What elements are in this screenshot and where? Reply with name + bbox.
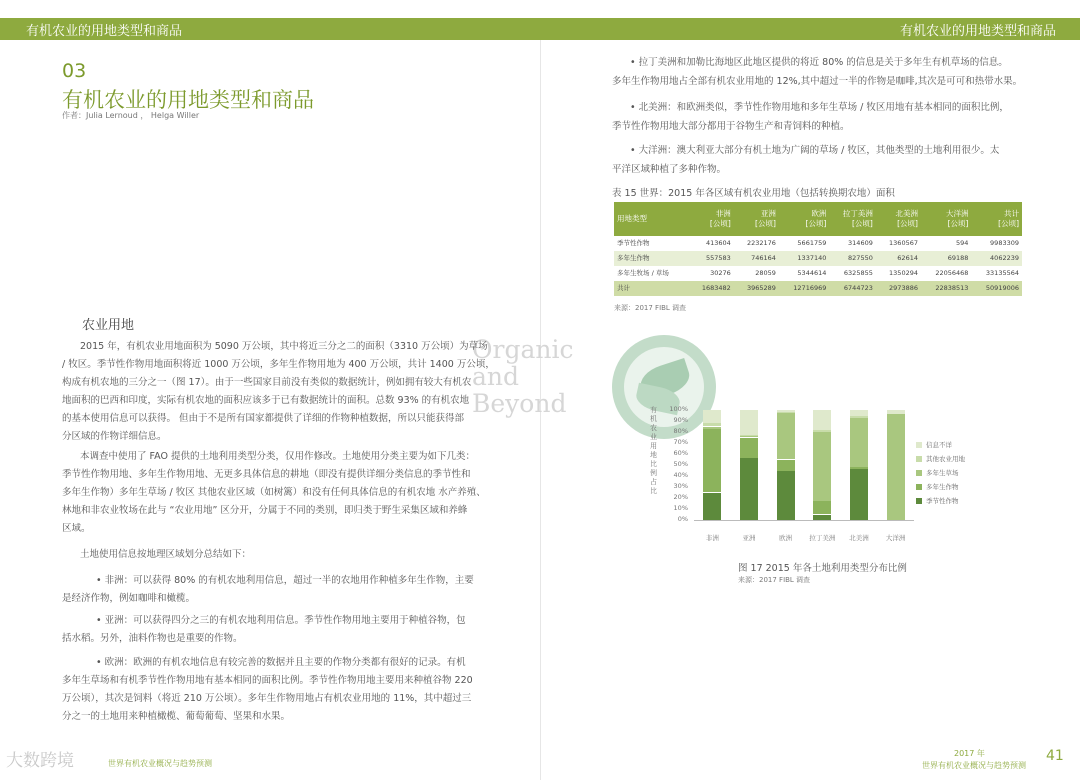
bar-segment bbox=[740, 435, 758, 436]
figure-caption: 图 17 2015 年各土地利用类型分布比例 bbox=[738, 563, 907, 574]
x-tick-label: 非洲 bbox=[705, 534, 719, 542]
logo-line: Organic bbox=[472, 335, 574, 364]
bar-segment bbox=[777, 471, 795, 521]
legend-label: 信息不详 bbox=[926, 441, 952, 449]
table-header-cell bbox=[734, 202, 779, 236]
text-line: 分区域的作物详细信息。 bbox=[62, 431, 167, 442]
logo-line: Beyond bbox=[472, 389, 567, 418]
text-line: 分之一的土地用来种植橄榄、葡萄葡萄、坚果和水果。 bbox=[62, 711, 291, 722]
legend-label: 季节性作物 bbox=[926, 497, 959, 505]
table-cell: 2232176 bbox=[746, 239, 776, 247]
figure-source: 来源：2017 FIBL 调查 bbox=[738, 576, 811, 584]
table-header-text: [公顷] bbox=[998, 219, 1019, 228]
table-cell: 1683482 bbox=[689, 281, 734, 296]
table-cell: 6325855 bbox=[843, 269, 873, 277]
table-cell: 共计 bbox=[614, 281, 689, 296]
chart-y-axis-title: 有机农业用地比例占比 bbox=[650, 406, 657, 495]
table-cell: 1360567 bbox=[889, 239, 918, 247]
text-line: / 牧区。季节性作物用地面积将近 1000 万公顷，多年生作物用地为 400 万公顷，共计 1400 万公顷， bbox=[62, 359, 495, 370]
y-tick-label: 60% bbox=[673, 449, 688, 457]
bar-segment bbox=[887, 410, 905, 414]
bar-segment bbox=[850, 410, 868, 416]
bar-segment bbox=[703, 429, 721, 493]
legend-swatch bbox=[916, 484, 922, 490]
text-line: 季节性作物用地、多年生作物用地、无更多具体信息的耕地（即没有提供详细分类信息的季节性和 bbox=[62, 469, 471, 480]
table-cell: 69188 bbox=[921, 251, 971, 266]
bar-segment bbox=[813, 430, 831, 432]
section-title: 农业用地 bbox=[82, 318, 135, 333]
table-header-text: 非洲 bbox=[715, 209, 731, 218]
y-tick-label: 90% bbox=[673, 416, 688, 424]
text-line: 平洋区域种植了多种作物。 bbox=[612, 164, 727, 175]
table-header-cell bbox=[876, 202, 921, 236]
table-header-text: [公顷] bbox=[709, 219, 731, 228]
table-cell: 5344614 bbox=[797, 269, 827, 277]
bar-segment bbox=[703, 423, 721, 426]
table-row bbox=[614, 281, 1022, 296]
table-header-text: 亚洲 bbox=[760, 209, 776, 218]
header-bar bbox=[0, 18, 1080, 40]
table-cell: 22838513 bbox=[921, 281, 971, 296]
x-tick-label: 欧洲 bbox=[779, 534, 793, 542]
chapter-title: 有机农业的用地类型和商品 bbox=[62, 88, 314, 112]
legend-swatch bbox=[916, 470, 922, 476]
legend-label: 多年生作物 bbox=[926, 483, 959, 491]
text-line: 多年生作物）多年生草场 / 牧区 其他农业区域（如树篱）和没有任何具体信息的有机农地 水产养殖、 bbox=[62, 487, 486, 498]
header-right-title: 有机农业的用地类型和商品 bbox=[899, 24, 1056, 39]
land-use-table bbox=[614, 202, 1022, 296]
text-line: 林地和非农业牧场在此与 “农业用地” 区分开，分属于不同的类别，即归类于野生采集区域和养蜂 bbox=[62, 505, 468, 516]
table-header-text: 欧洲 bbox=[811, 209, 827, 218]
table-header-text: [公顷] bbox=[897, 219, 918, 228]
bar-segment bbox=[813, 515, 831, 521]
table-cell: 28059 bbox=[755, 269, 776, 277]
table-cell: 6744723 bbox=[829, 281, 875, 296]
bar-segment bbox=[850, 467, 868, 469]
bar-segment bbox=[813, 501, 831, 514]
legend-swatch bbox=[916, 498, 922, 504]
table-cell: 5661759 bbox=[797, 239, 827, 247]
text-line: • 亚洲：可以获得四分之三的有机农地利用信息。季节性作物用地主要用于种植谷物，包 bbox=[96, 615, 466, 626]
table-cell: 多年生作物 bbox=[614, 251, 689, 266]
text-line: • 北美洲：和欧洲类似，季节性作物用地和多年生草场 / 牧区用地有基本相同的面积比例， bbox=[630, 102, 1009, 113]
footer-report: 世界有机农业概况与趋势预测 bbox=[922, 761, 1026, 770]
chapter-authors: 作者：Julia Lernoud ， Helga Willer bbox=[62, 111, 200, 120]
chapter-number: 03 bbox=[62, 60, 87, 82]
table-row bbox=[614, 251, 1022, 266]
table-cell: 22056468 bbox=[935, 269, 969, 277]
y-tick-label: 100% bbox=[669, 405, 688, 413]
y-tick-label: 20% bbox=[673, 493, 688, 501]
bar-segment bbox=[740, 438, 758, 459]
table-header-cell bbox=[689, 202, 734, 236]
bar-segment bbox=[777, 413, 795, 459]
legend-label: 其他农业用地 bbox=[926, 455, 965, 463]
text-line: 地面积的巴西和印度，实际有机农地的面积应该多于已有数据统计的面积。总数 93% 的有机农地 bbox=[62, 395, 470, 406]
x-tick-label: 北美洲 bbox=[849, 534, 869, 542]
table-cell: 557583 bbox=[689, 251, 734, 266]
table-caption: 表 15 世界：2015 年各区域有机农业用地（包括转换期农地）面积 bbox=[612, 188, 895, 199]
bar-segment bbox=[777, 410, 795, 412]
footer-year: 2017 年 bbox=[954, 749, 985, 758]
table-header-text: [公顷] bbox=[805, 219, 827, 228]
y-tick-label: 0% bbox=[677, 515, 688, 523]
text-line: 构成有机农地的三分之一（图 17）。由于一些国家目前没有类似的数据统计，例如拥有较大有机农 bbox=[62, 377, 472, 388]
logo-line: and bbox=[472, 362, 520, 391]
bar-segment bbox=[813, 432, 831, 501]
table-cell: 314609 bbox=[848, 239, 873, 247]
text-line: • 欧洲：欧洲的有机农地信息有较完善的数据并且主要的作物分类都有很好的记录。有机 bbox=[96, 657, 466, 668]
table-header-text: 大洋洲 bbox=[945, 209, 969, 218]
table-header-text: 用地类型 bbox=[617, 214, 647, 223]
y-tick-label: 80% bbox=[673, 427, 688, 435]
page-number: 41 bbox=[1046, 748, 1064, 764]
text-line: 季节性作物用地大部分都用于谷物生产和青饲料的种植。 bbox=[612, 121, 850, 132]
y-tick-label: 40% bbox=[673, 471, 688, 479]
paragraph-latin-america bbox=[612, 53, 1022, 91]
table-cell: 3965289 bbox=[734, 281, 779, 296]
paragraph-summary-intro bbox=[80, 546, 251, 564]
text-line: • 拉丁美洲和加勒比海地区此地区提供的将近 80% 的信息是关于多年生有机草场的信息。 bbox=[630, 57, 1008, 68]
x-tick-label: 拉丁美洲 bbox=[809, 534, 836, 542]
table-cell: 2973886 bbox=[876, 281, 921, 296]
text-line: 区域。 bbox=[62, 523, 91, 534]
table-header-text: [公顷] bbox=[947, 219, 969, 228]
table-cell: 多年生牧场 / 草场 bbox=[617, 269, 669, 277]
table-header-text: [公顷] bbox=[755, 219, 776, 228]
bar-segment bbox=[777, 460, 795, 471]
text-line: 多年生作物用地占全部有机农业用地的 12%,其中超过一半的作物是咖啡,其次是可可和热带水果。 bbox=[612, 76, 1023, 87]
paragraph-classification bbox=[62, 448, 486, 538]
x-tick-label: 亚洲 bbox=[742, 534, 756, 542]
y-tick-label: 70% bbox=[673, 438, 688, 446]
table-cell: 9983309 bbox=[990, 239, 1019, 247]
table-cell: 12716969 bbox=[779, 281, 829, 296]
bar-segment bbox=[850, 418, 868, 468]
table-header-cell bbox=[614, 202, 689, 236]
y-tick-label: 30% bbox=[673, 482, 688, 490]
bar-segment bbox=[740, 410, 758, 435]
text-line: 本调查中使用了 FAO 提供的土地利用类型分类，仅用作修改。土地使用分类主要为如下几类： bbox=[80, 451, 475, 462]
table-header-text: 拉丁美洲 bbox=[842, 209, 873, 218]
bullet-asia bbox=[62, 612, 466, 648]
left-footer-report: 世界有机农业概况与趋势预测 bbox=[108, 759, 212, 768]
table-header-text: [公顷] bbox=[852, 219, 873, 228]
bar-segment bbox=[740, 458, 758, 520]
table-row bbox=[614, 236, 1022, 251]
table-cell: 413604 bbox=[705, 239, 731, 247]
bar-segment bbox=[703, 427, 721, 429]
table-header-text: 共计 bbox=[1004, 209, 1019, 218]
legend-swatch bbox=[916, 456, 922, 462]
text-line: 是经济作物，例如咖啡和橄榄。 bbox=[62, 593, 196, 604]
table-cell: 594 bbox=[956, 239, 969, 247]
table-header-cell bbox=[779, 202, 829, 236]
text-line: • 非洲：可以获得 80% 的有机农地利用信息，超过一半的农地用作种植多年生作物，主要 bbox=[96, 575, 474, 586]
bar-segment bbox=[777, 412, 795, 413]
bar-segment bbox=[850, 469, 868, 520]
text-line: 括水稻。另外，油料作物也是重要的作物。 bbox=[62, 633, 243, 644]
table-cell: 62614 bbox=[876, 251, 921, 266]
table-cell: 1337140 bbox=[779, 251, 829, 266]
text-line: 2015 年，有机农业用地面积为 5090 万公顷，其中将近三分之二的面积（3310 万公顷）为草场 bbox=[80, 341, 488, 352]
table-header-cell bbox=[971, 202, 1022, 236]
text-line: • 大洋洲：澳大利亚大部分有机土地为广阔的草场 / 牧区，其他类型的土地利用很少。太 bbox=[630, 145, 1000, 156]
table-cell: 50919006 bbox=[971, 281, 1022, 296]
watermark: 大数跨境 bbox=[6, 751, 74, 771]
table-cell: 1350294 bbox=[889, 269, 918, 277]
legend-label: 多年生草场 bbox=[926, 469, 959, 477]
paragraph-north-america bbox=[612, 98, 1009, 136]
table-cell: 33135564 bbox=[985, 269, 1019, 277]
y-tick-label: 50% bbox=[673, 460, 688, 468]
header-left-title: 有机农业的用地类型和商品 bbox=[26, 24, 183, 39]
bar-segment bbox=[850, 416, 868, 418]
bar-segment bbox=[703, 410, 721, 423]
x-axis-line bbox=[694, 520, 914, 521]
bullet-europe bbox=[62, 654, 473, 726]
bullet-africa bbox=[62, 572, 474, 608]
text-line: 土地使用信息按地理区域划分总结如下： bbox=[80, 549, 252, 560]
paragraph-overview bbox=[62, 338, 495, 446]
legend-swatch bbox=[916, 442, 922, 448]
bar-segment bbox=[703, 493, 721, 521]
table-cell: 30276 bbox=[710, 269, 731, 277]
table-header-cell bbox=[829, 202, 875, 236]
x-tick-label: 大洋洲 bbox=[885, 534, 906, 542]
table-cell: 827550 bbox=[829, 251, 875, 266]
bar-segment bbox=[887, 414, 905, 520]
bar-segment bbox=[813, 410, 831, 430]
table-cell: 746164 bbox=[734, 251, 779, 266]
table-header-text: 北美洲 bbox=[895, 209, 918, 218]
text-line: 的基本使用信息可以获得。 但由于不是所有国家都提供了详细的作物种植数据，所以只能获得部 bbox=[62, 413, 465, 424]
y-tick-label: 10% bbox=[673, 504, 688, 512]
paragraph-oceania bbox=[612, 141, 999, 179]
text-line: 多年生草场和有机季节性作物用地有基本相同的面积比例。季节性作物用地主要用来种植谷物 220 bbox=[62, 675, 473, 686]
text-line: 万公顷），其次是饲料（将近 210 万公顷）。多年生作物用地占有机农业用地的 11%，其中超过三 bbox=[62, 693, 472, 704]
table-header-cell bbox=[921, 202, 971, 236]
table-header-row bbox=[614, 202, 1022, 236]
table-cell: 季节性作物 bbox=[617, 239, 650, 247]
table-source: 来源：2017 FIBL 调查 bbox=[614, 304, 687, 312]
table-row bbox=[614, 266, 1022, 281]
table-cell: 4062239 bbox=[971, 251, 1022, 266]
bar-segment bbox=[740, 436, 758, 437]
